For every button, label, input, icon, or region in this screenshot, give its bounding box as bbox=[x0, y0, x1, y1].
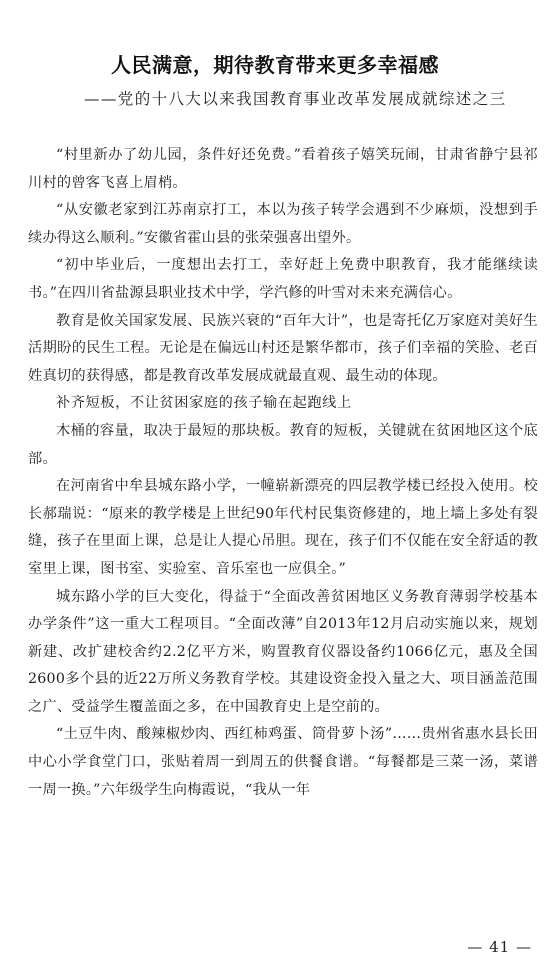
paragraph: “从安徽老家到江苏南京打工，本以为孩子转学会遇到不少麻烦，没想到手续办得这么顺利。”安徽省霍山县的张荣强喜出望外。 bbox=[28, 202, 538, 246]
section-heading: 补齐短板，不让贫困家庭的孩子输在起跑线上 bbox=[56, 395, 352, 412]
article-title: 人民满意，期待教育带来更多幸福感 bbox=[111, 53, 439, 77]
paragraph: 在河南省中牟县城东路小学，一幢崭新漂亮的四层教学楼已经投入使用。校长郝瑞说：“原来的教学楼是上世纪90年代村民集资修建的，地上墙上多处有裂缝，孩子在里面上课，总是让人提心吊胆。现在，孩子们不仅能在安全舒适的教室里上课，图书室、实验室、音乐室也一应俱全。” bbox=[28, 478, 538, 577]
paragraph: 城东路小学的巨大变化，得益于“全面改善贫困地区义务教育薄弱学校基本办学条件”这一重大工程项目。“全面改薄”自2013年12月启动实施以来，规划新建、改扩建校舍约2.2亿平方米，购置教育仪器设备约1066亿元，惠及全国2600多个县的近22万所义务教育学校。其建设资金投入量之大、项目涵盖范围之广、受益学生覆盖面之多，在中国教育史上是空前的。 bbox=[28, 588, 538, 715]
article-body bbox=[28, 142, 538, 804]
paragraph: 木桶的容量，取决于最短的那块板。教育的短板，关键就在贫困地区这个底部。 bbox=[28, 422, 538, 467]
article-subtitle: ——党的十八大以来我国教育事业改革发展成就综述之三 bbox=[84, 90, 507, 108]
paragraph: “村里新办了幼儿园，条件好还免费。”看着孩子嬉笑玩闹，甘肃省静宁县祁川村的曾客飞喜上眉梢。 bbox=[28, 147, 538, 191]
paragraph: “土豆牛肉、酸辣椒炒肉、西红柿鸡蛋、筒骨萝卜汤”……贵州省惠水县长田中心小学食堂门口，张贴着周一到周五的供餐食谱。“每餐都是三菜一汤，菜谱一周一换。”六年级学生向梅霞说，“我从一年 bbox=[28, 726, 538, 798]
paragraph: 教育是攸关国家发展、民族兴衰的“百年大计”，也是寄托亿万家庭对美好生活期盼的民生工程。无论是在偏远山村还是繁华都市，孩子们幸福的笑脸、老百姓真切的获得感，都是教育改革发展成就最直观、最生动的体现。 bbox=[28, 312, 538, 384]
page-number: — 41 — bbox=[467, 938, 532, 956]
paragraph: “初中毕业后，一度想出去打工，幸好赶上免费中职教育，我才能继续读书。”在四川省盐源县职业技术中学，学汽修的叶雪对未来充满信心。 bbox=[28, 257, 538, 301]
